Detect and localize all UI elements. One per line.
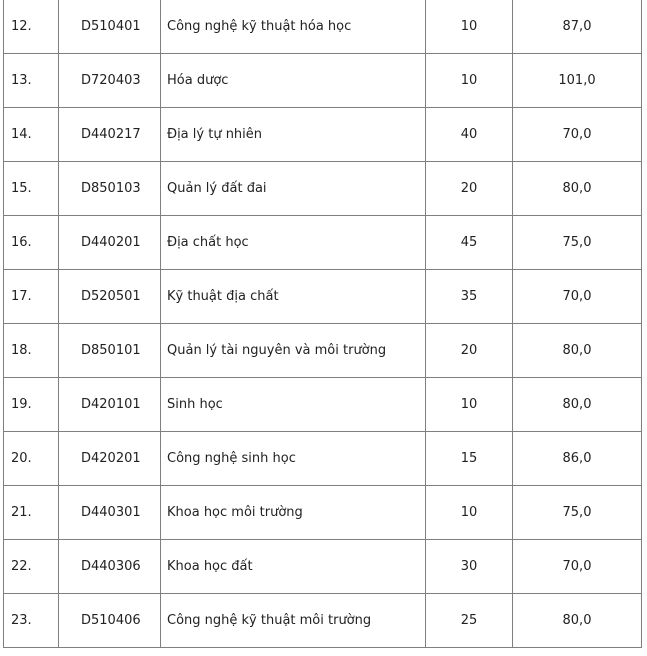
major-name: Công nghệ kỹ thuật hóa học — [161, 0, 426, 54]
major-code: D420201 — [59, 432, 161, 486]
benchmark-score: 70,0 — [513, 270, 642, 324]
row-number: 15. — [4, 162, 59, 216]
row-number: 13. — [4, 54, 59, 108]
quota: 10 — [426, 486, 513, 540]
major-code: D850101 — [59, 324, 161, 378]
benchmark-score: 80,0 — [513, 324, 642, 378]
benchmark-score: 87,0 — [513, 0, 642, 54]
row-number: 16. — [4, 216, 59, 270]
table-row — [4, 324, 642, 378]
major-code: D440301 — [59, 486, 161, 540]
table-row — [4, 594, 642, 648]
major-name: Địa lý tự nhiên — [161, 108, 426, 162]
table-row — [4, 486, 642, 540]
table-row — [4, 0, 642, 54]
major-name: Quản lý tài nguyên và môi trường — [161, 324, 426, 378]
row-number: 23. — [4, 594, 59, 648]
major-code: D510406 — [59, 594, 161, 648]
quota: 20 — [426, 162, 513, 216]
major-name: Hóa dược — [161, 54, 426, 108]
row-number: 22. — [4, 540, 59, 594]
row-number: 12. — [4, 0, 59, 54]
row-number: 19. — [4, 378, 59, 432]
major-name: Kỹ thuật địa chất — [161, 270, 426, 324]
benchmark-score: 101,0 — [513, 54, 642, 108]
major-name: Công nghệ kỹ thuật môi trường — [161, 594, 426, 648]
major-name: Quản lý đất đai — [161, 162, 426, 216]
table-row — [4, 540, 642, 594]
table-row — [4, 216, 642, 270]
benchmark-score: 70,0 — [513, 540, 642, 594]
row-number: 20. — [4, 432, 59, 486]
row-number: 14. — [4, 108, 59, 162]
major-code: D510401 — [59, 0, 161, 54]
major-code: D440306 — [59, 540, 161, 594]
table-row — [4, 270, 642, 324]
major-code: D420101 — [59, 378, 161, 432]
benchmark-score: 86,0 — [513, 432, 642, 486]
row-number: 18. — [4, 324, 59, 378]
benchmark-score: 70,0 — [513, 108, 642, 162]
table-row — [4, 432, 642, 486]
table-body — [4, 0, 642, 648]
quota: 10 — [426, 378, 513, 432]
table-row — [4, 378, 642, 432]
quota: 40 — [426, 108, 513, 162]
major-code: D520501 — [59, 270, 161, 324]
row-number: 21. — [4, 486, 59, 540]
major-name: Khoa học đất — [161, 540, 426, 594]
major-code: D440217 — [59, 108, 161, 162]
major-name: Sinh học — [161, 378, 426, 432]
admissions-table-container — [3, 0, 642, 648]
quota: 35 — [426, 270, 513, 324]
major-code: D850103 — [59, 162, 161, 216]
major-code: D720403 — [59, 54, 161, 108]
major-name: Địa chất học — [161, 216, 426, 270]
table-row — [4, 108, 642, 162]
benchmark-score: 75,0 — [513, 486, 642, 540]
benchmark-score: 80,0 — [513, 594, 642, 648]
table-row — [4, 162, 642, 216]
quota: 10 — [426, 54, 513, 108]
admissions-table — [3, 0, 642, 648]
major-code: D440201 — [59, 216, 161, 270]
quota: 15 — [426, 432, 513, 486]
quota: 20 — [426, 324, 513, 378]
major-name: Khoa học môi trường — [161, 486, 426, 540]
benchmark-score: 75,0 — [513, 216, 642, 270]
table-row — [4, 54, 642, 108]
major-name: Công nghệ sinh học — [161, 432, 426, 486]
benchmark-score: 80,0 — [513, 378, 642, 432]
quota: 10 — [426, 0, 513, 54]
quota: 25 — [426, 594, 513, 648]
quota: 30 — [426, 540, 513, 594]
quota: 45 — [426, 216, 513, 270]
benchmark-score: 80,0 — [513, 162, 642, 216]
row-number: 17. — [4, 270, 59, 324]
